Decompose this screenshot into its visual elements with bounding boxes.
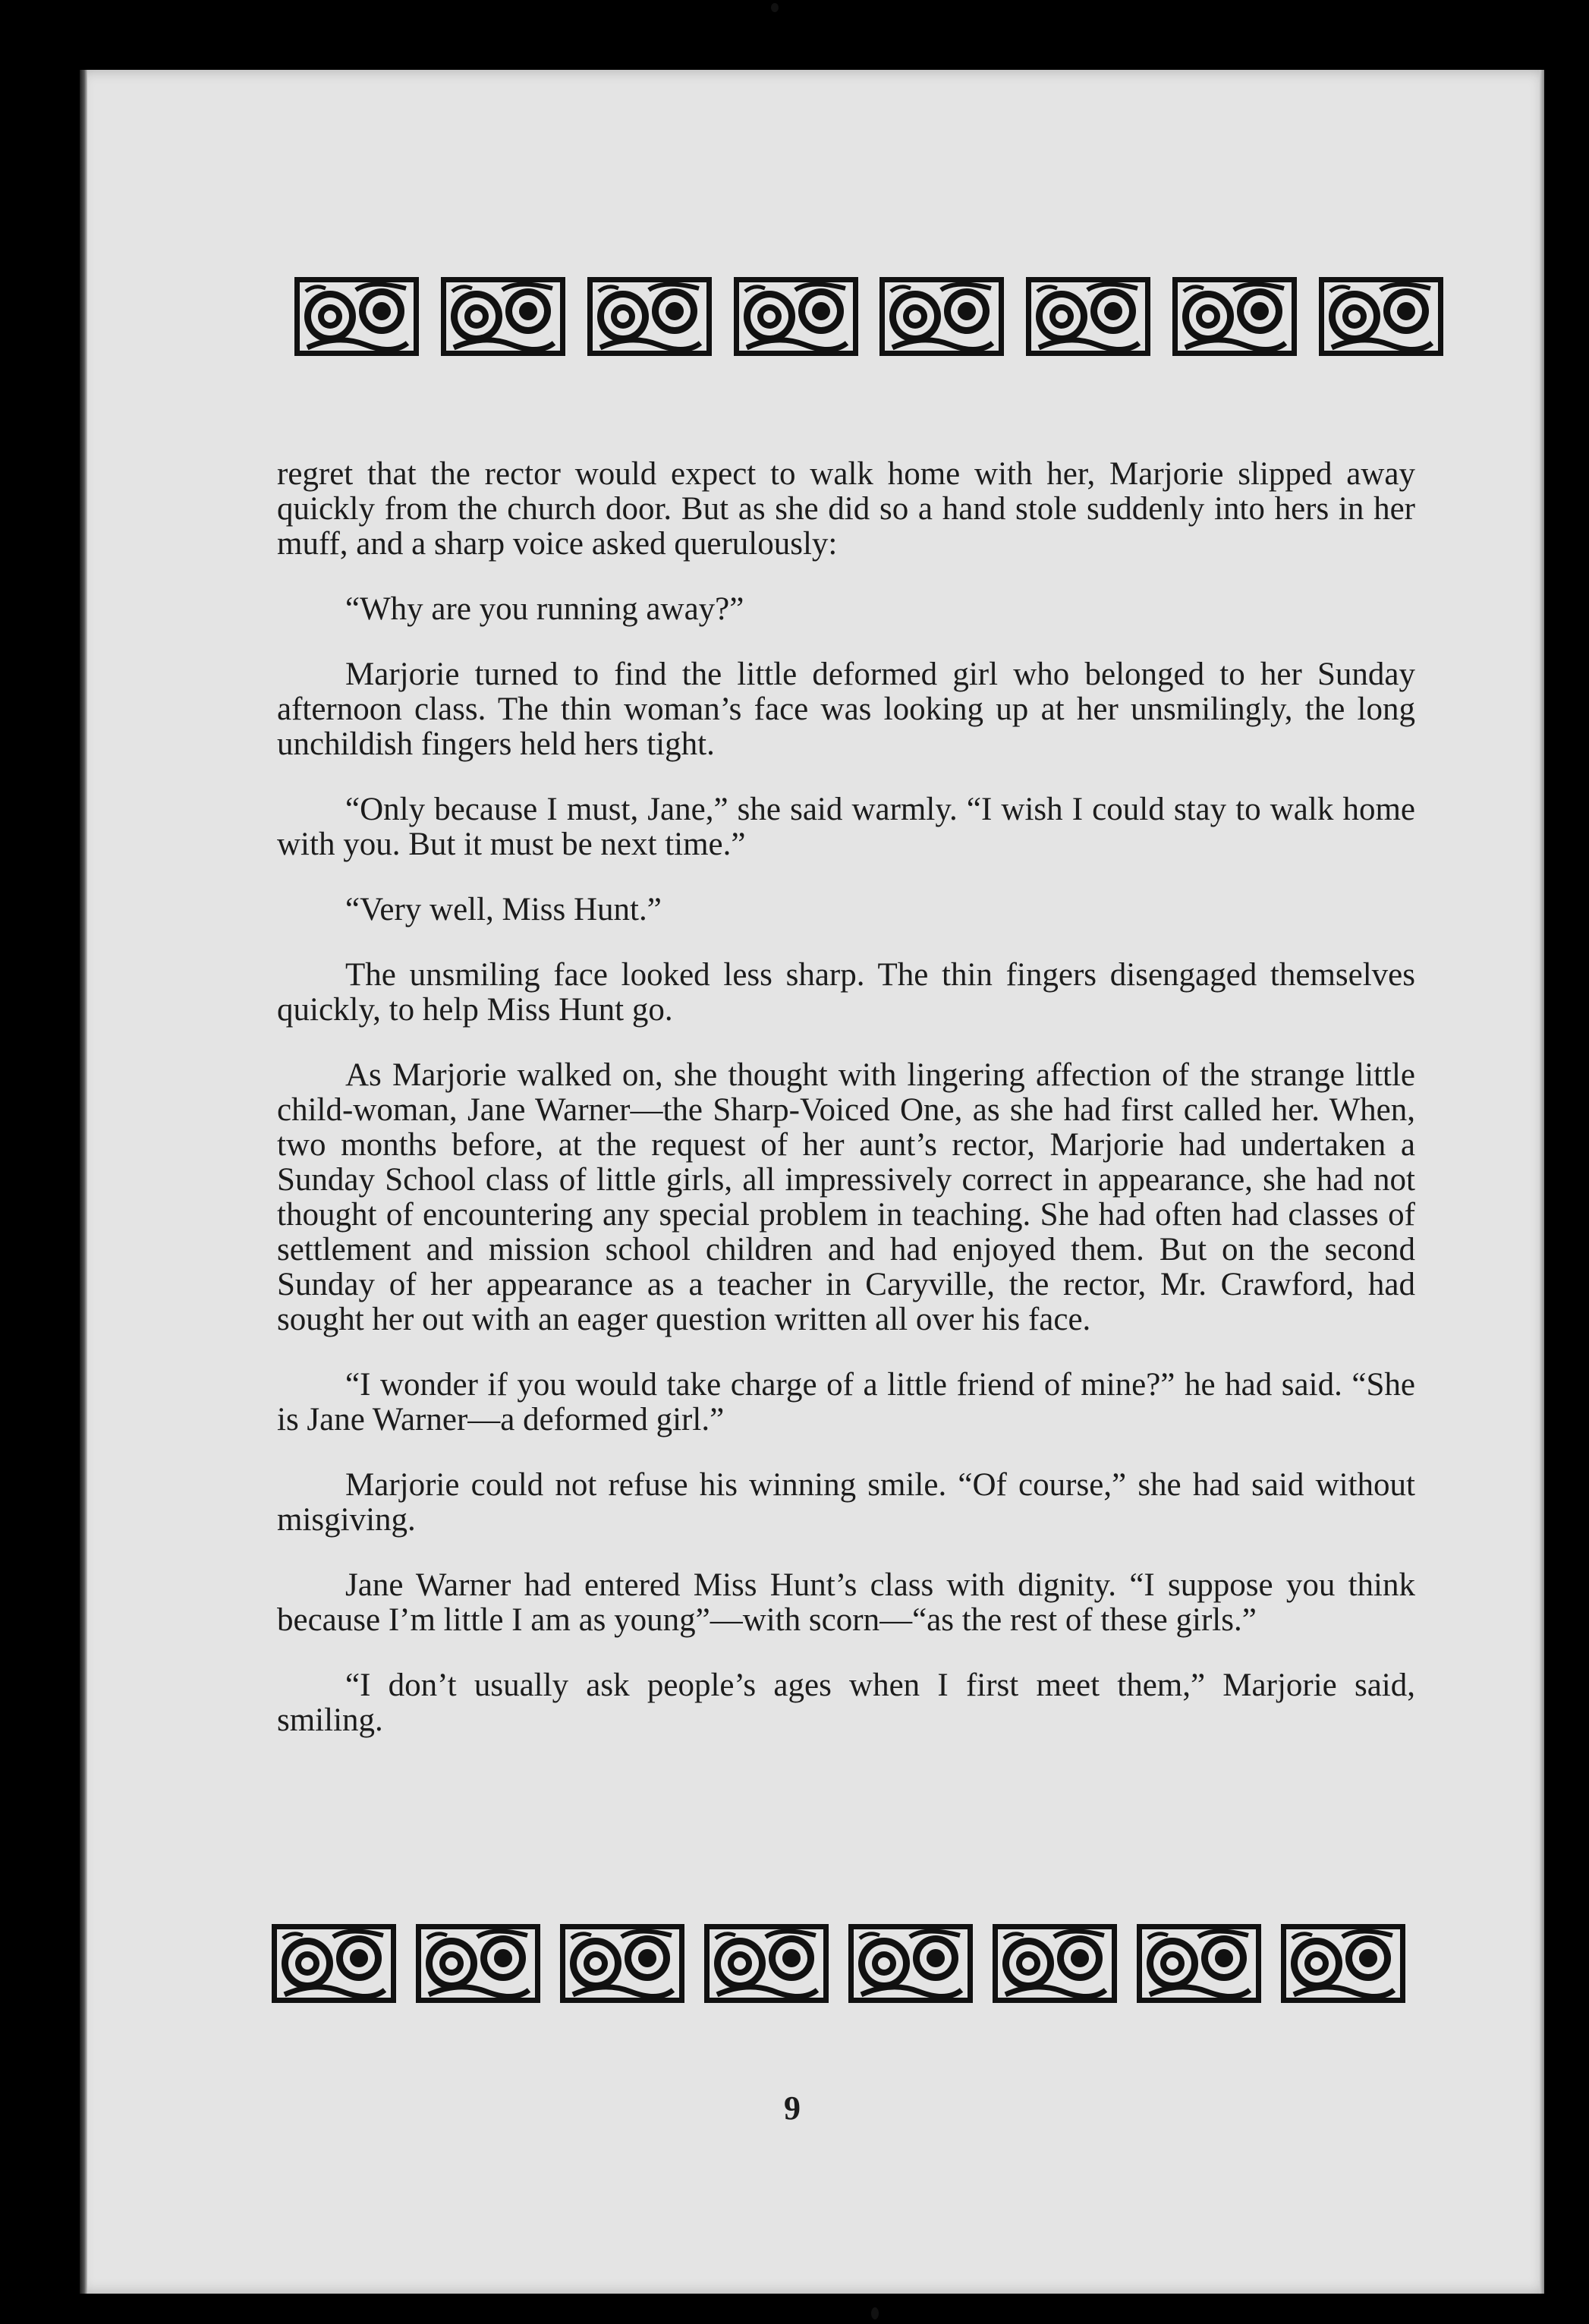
page-number-text: 9 [784, 2089, 801, 2127]
paragraph: Marjorie turned to find the little deformed girl who belonged to her Sunday afternoon class. The thin woman’s face was looking up at her unsmilingly, the long unchildish fingers held hers tight. [277, 657, 1415, 762]
paragraph: The unsmiling face looked less sharp. The thin fingers disengaged themselves quickly, to help Miss Hunt go. [277, 957, 1415, 1028]
bottom-ornament-band [269, 1922, 1408, 2005]
paragraph: “I wonder if you would take charge of a little friend of mine?” he had said. “She is Jane Warner—a deformed girl.” [277, 1367, 1415, 1438]
page-right-edge [1540, 70, 1544, 2294]
paragraph: “Why are you running away?” [345, 591, 744, 627]
page-spine-shadow [80, 70, 87, 2294]
scroll-ornament-icon [558, 1922, 687, 2005]
paragraph: Jane Warner had entered Miss Hunt’s class with dignity. “I suppose you think because I’m little I am as young”—with scorn—“as the rest of these girls.” [277, 1567, 1415, 1638]
scroll-ornament-icon [269, 1922, 398, 2005]
scroll-ornament-icon [990, 1922, 1119, 2005]
body-text [277, 457, 1415, 1768]
book-page [80, 70, 1544, 2294]
scroll-ornament-icon [1024, 275, 1153, 358]
scan-speck [871, 2307, 879, 2319]
scroll-ornament-icon [1279, 1922, 1408, 2005]
scroll-ornament-icon [1317, 275, 1446, 358]
scroll-ornament-icon [702, 1922, 831, 2005]
paragraph: “I don’t usually ask people’s ages when I first meet them,” Marjorie said, smiling. [277, 1667, 1415, 1738]
scroll-ornament-icon [585, 275, 714, 358]
paragraph: Marjorie could not refuse his winning smile. “Of course,” she had said without misgiving. [277, 1467, 1415, 1538]
paragraph: “Only because I must, Jane,” she said warmly. “I wish I could stay to walk home with you. But it must be next time.” [277, 792, 1415, 862]
page-number [80, 2089, 1544, 2127]
top-ornament-band [292, 275, 1446, 358]
paragraph: As Marjorie walked on, she thought with lingering affection of the strange little child-woman, Jane Warner—the Sharp-Voiced One, as she had first called her. When, two months before, at the request of her aunt’s rector, Marjorie had undertaken a Sunday School class of little girls, all impressively correct in appearance, she had not thought of encountering any special problem in teaching. She had often had classes of settlement and mission school children and had enjoyed them. But on the second Sunday of her appearance as a teacher in Caryville, the rector, Mr. Crawford, had sought her out with an eager question written all over his face. [277, 1057, 1415, 1337]
scroll-ornament-icon [414, 1922, 543, 2005]
scroll-ornament-icon [732, 275, 861, 358]
scroll-ornament-icon [292, 275, 421, 358]
paragraph: regret that the rector would expect to walk home with her, Marjorie slipped away quickly from the church door. But as she did so a hand stole suddenly into hers in her muff, and a sharp voice asked querulously: [277, 456, 1415, 562]
scroll-ornament-icon [1170, 275, 1299, 358]
scroll-ornament-icon [1134, 1922, 1263, 2005]
scroll-ornament-icon [439, 275, 568, 358]
paragraph: “Very well, Miss Hunt.” [345, 892, 662, 927]
scroll-ornament-icon [846, 1922, 975, 2005]
scan-speck [771, 3, 779, 12]
scroll-ornament-icon [877, 275, 1006, 358]
